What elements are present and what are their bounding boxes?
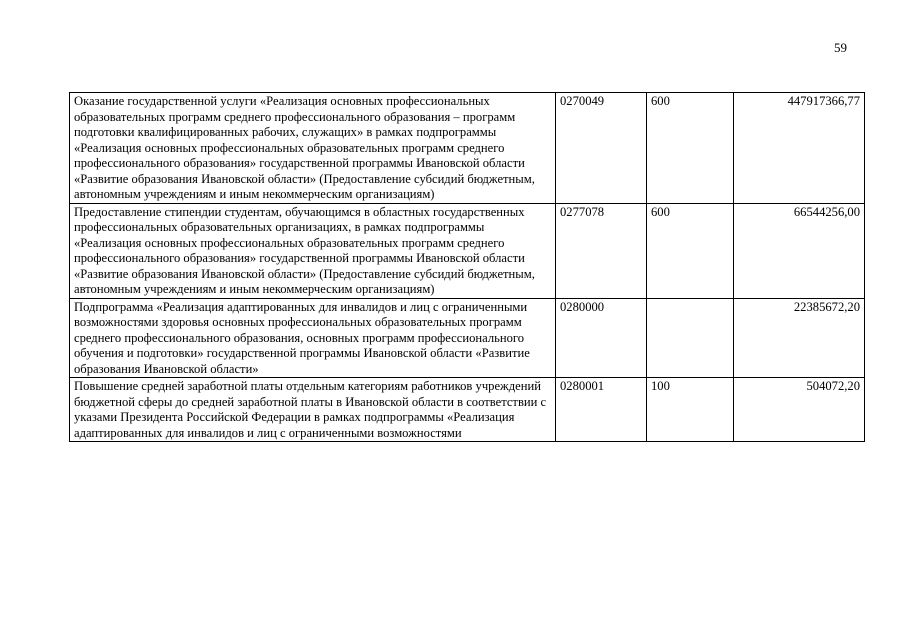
row-code-cell: 0270049 <box>556 93 647 204</box>
row-name-cell: Повышение средней заработной платы отдельным категориям работников учреждений бюджетной сферы до средней заработной платы в Ивановской области в соответствии с указами Президента Российской Федерации в рамках подпрограммы «Реализация адаптированных для инвалидов и лиц с ограниченными возможностями <box>70 378 556 442</box>
row-amount-cell: 504072,20 <box>734 378 865 442</box>
row-name-cell: Оказание государственной услуги «Реализация основных профессиональных образовательных программ среднего профессионального образования – программ подготовки квалифицированных рабочих, служащих» в рамках подпрограммы «Реализация основных профессиональных образовательных программ среднего профессионального образования» государственной программы Ивановской области «Развитие образования Ивановской области» (Предоставление субсидий бюджетным, автономным учреждениям и иным некоммерческим организациям) <box>70 93 556 204</box>
row-type-cell <box>647 298 734 378</box>
row-name-cell: Предоставление стипендии студентам, обучающимся в областных государственных профессиональных образовательных организациях, в рамках подпрограммы «Реализация основных профессиональных образовательных программ среднего профессионального образования» государственной программы Ивановской области «Развитие образования Ивановской области» (Предоставление субсидий бюджетным, автономным учреждениям и иным некоммерческим организациям) <box>70 203 556 298</box>
row-code-cell: 0277078 <box>556 203 647 298</box>
row-amount-cell: 22385672,20 <box>734 298 865 378</box>
row-amount-cell: 66544256,00 <box>734 203 865 298</box>
row-type-cell: 600 <box>647 93 734 204</box>
page-number: 59 <box>834 40 847 55</box>
row-amount-cell: 447917366,77 <box>734 93 865 204</box>
budget-table <box>69 92 865 442</box>
row-type-cell: 100 <box>647 378 734 442</box>
table-row <box>70 298 865 378</box>
table-row <box>70 93 865 204</box>
row-code-cell: 0280001 <box>556 378 647 442</box>
row-name-cell: Подпрограмма «Реализация адаптированных для инвалидов и лиц с ограниченными возможностями здоровья основных профессиональных образовательных программ среднего профессионального образования, основных программ профессионального обучения и подготовки» государственной программы Ивановской области «Развитие образования Ивановской области» <box>70 298 556 378</box>
table-row <box>70 378 865 442</box>
table-row <box>70 203 865 298</box>
row-type-cell: 600 <box>647 203 734 298</box>
row-code-cell: 0280000 <box>556 298 647 378</box>
